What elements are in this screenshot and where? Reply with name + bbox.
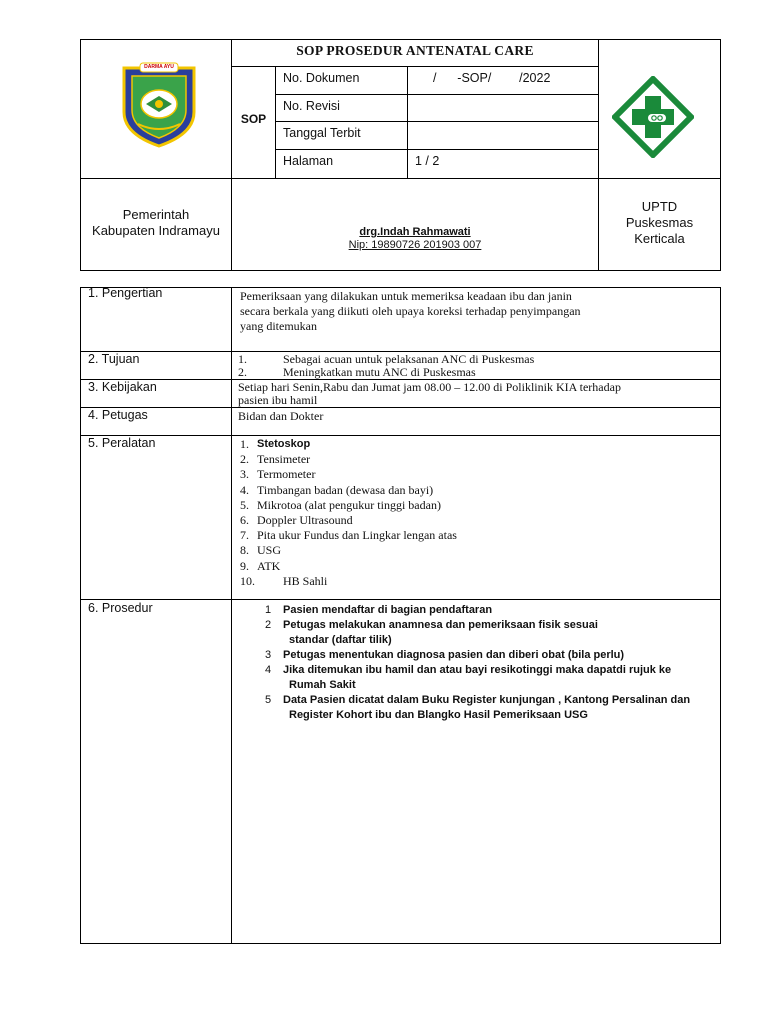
document-title: SOP PROSEDUR ANTENATAL CARE (296, 43, 534, 58)
page-label: Halaman (283, 154, 334, 168)
list-item (240, 558, 281, 574)
page-value: 1 / 2 (415, 154, 440, 168)
peralatan-list (240, 437, 457, 589)
org-line-3: Kerticala (634, 231, 685, 246)
government-line-1: Pemerintah (122, 207, 190, 222)
list-text: Tensimeter (257, 452, 311, 467)
list-number: 1. (240, 437, 249, 451)
list-item (240, 512, 353, 528)
org-line-2: Puskesmas (625, 215, 694, 230)
sop-label: SOP (240, 112, 267, 126)
signer-name: drg.Indah Rahmawati (359, 226, 471, 238)
revision-label: No. Revisi (283, 99, 340, 113)
regency-emblem (118, 60, 200, 150)
list-number: 10. (240, 573, 255, 588)
prosedur-list (265, 603, 691, 723)
pengertian-text (240, 289, 581, 334)
signer-nip: Nip: 19890726 201903 007 (348, 239, 482, 251)
list-number: 2. (240, 452, 249, 467)
list-text: Stetoskop (257, 438, 311, 450)
doc-number-label: No. Dokumen (283, 71, 360, 85)
list-text: Rumah Sakit (289, 679, 356, 691)
list-number: 2 (265, 619, 272, 631)
list-item (265, 603, 493, 618)
list-number: 3. (240, 467, 249, 482)
list-number: 1. (238, 352, 247, 366)
list-item (240, 573, 328, 589)
list-number: 5. (240, 497, 249, 512)
list-number: 5 (265, 694, 272, 706)
kebijakan-line: pasien ibu hamil (238, 393, 318, 407)
doc-number-value: / -SOP/ /2022 (433, 71, 551, 85)
list-number: 6. (240, 512, 249, 527)
section-label-kebijakan: 3. Kebijakan (88, 380, 157, 394)
list-item (265, 663, 672, 678)
list-text: USG (257, 543, 282, 558)
pengertian-line: secara berkala yang diikuti oleh upaya koreksi terhadap penyimpangan (240, 304, 581, 318)
pengertian-line: yang ditemukan (240, 319, 317, 333)
list-text: Timbangan badan (dewasa dan bayi) (257, 482, 434, 497)
list-text: ATK (257, 558, 281, 573)
list-number: 1 (265, 604, 272, 616)
list-number: 9. (240, 558, 249, 573)
list-item-continuation (265, 678, 356, 693)
list-item (265, 648, 625, 663)
list-number: 7. (240, 528, 249, 543)
list-item (265, 693, 691, 708)
list-text: HB Sahli (283, 573, 328, 588)
tujuan-list (238, 352, 535, 379)
section-label-pengertian: 1. Pengertian (88, 286, 163, 300)
list-item (240, 452, 311, 467)
emblem-banner-text: DARMA AYU (144, 64, 174, 70)
government-line-2: Kabupaten Indramayu (92, 223, 220, 238)
list-number: 4. (240, 482, 249, 497)
list-item-continuation (265, 708, 588, 723)
kebijakan-line: Setiap hari Senin,Rabu dan Jumat jam 08.00 – 12.00 di Poliklinik KIA terhadap (238, 380, 621, 394)
list-item (240, 437, 311, 452)
list-item (240, 543, 282, 558)
list-text: Sebagai acuan untuk pelaksanan ANC di Puskesmas (283, 352, 535, 366)
list-text: Doppler Ultrasound (257, 512, 353, 527)
pengertian-line: Pemeriksaan yang dilakukan untuk memeriksa keadaan ibu dan janin (240, 289, 572, 303)
list-item-continuation (265, 633, 392, 648)
list-text: Termometer (257, 467, 316, 482)
list-text: standar (daftar tilik) (289, 634, 392, 646)
org-line-1: UPTD (641, 199, 678, 214)
list-item (240, 497, 441, 513)
list-item (265, 618, 598, 633)
list-text: Pita ukur Fundus dan Lingkar lengan atas (257, 528, 457, 543)
section-label-petugas: 4. Petugas (88, 408, 148, 422)
section-label-peralatan: 5. Peralatan (88, 436, 156, 450)
list-number: 4 (265, 664, 272, 676)
list-text: Register Kohort ibu dan Blangko Hasil Pemeriksaan USG (289, 709, 588, 721)
list-number: 8. (240, 543, 249, 558)
list-text: Petugas melakukan anamnesa dan pemeriksaan fisik sesuai (283, 619, 598, 631)
list-number: 2. (238, 365, 247, 379)
list-text: Data Pasien dicatat dalam Buku Register kunjungan , Kantong Persalinan dan (283, 694, 691, 706)
section-label-tujuan: 2. Tujuan (88, 352, 140, 366)
list-text: Pasien mendaftar di bagian pendaftaran (283, 604, 493, 616)
list-text: Mikrotoa (alat pengukur tinggi badan) (257, 497, 441, 512)
section-label-prosedur: 6. Prosedur (88, 601, 153, 615)
list-item (240, 467, 316, 482)
list-text: Petugas menentukan diagnosa pasien dan diberi obat (bila perlu) (283, 649, 625, 661)
kebijakan-text (238, 381, 621, 407)
list-number: 3 (265, 649, 272, 661)
puskesmas-logo (612, 76, 694, 158)
list-item (238, 365, 476, 379)
list-text: Jika ditemukan ibu hamil dan atau bayi resikotinggi maka dapatdi rujuk ke (283, 664, 672, 676)
list-item (240, 528, 457, 543)
list-text: Meningkatkan mutu ANC di Puskesmas (283, 365, 476, 379)
list-item (240, 482, 434, 498)
petugas-text: Bidan dan Dokter (238, 409, 324, 423)
issue-date-label: Tanggal Terbit (283, 126, 361, 140)
